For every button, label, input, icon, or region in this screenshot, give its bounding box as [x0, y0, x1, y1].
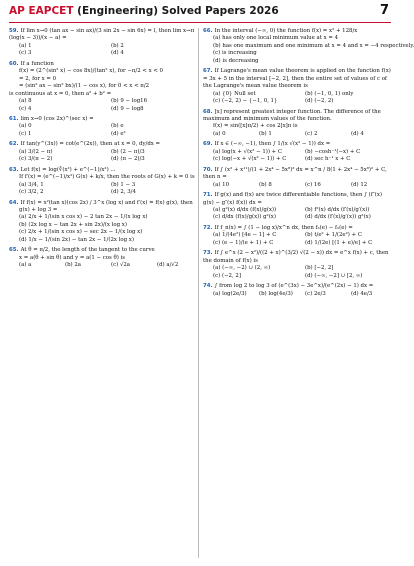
question-number: 69.: [203, 141, 213, 148]
options-list: [9, 182, 199, 197]
question-stem: [203, 250, 393, 265]
question-number: 64.: [9, 199, 19, 206]
question-number: 63.: [9, 166, 19, 173]
question-number: 72.: [203, 224, 213, 231]
question-item: [9, 247, 199, 269]
option-item: (b) −cosh⁻¹(−x) + C: [305, 148, 361, 155]
question-item: [203, 283, 393, 298]
option-item: (c) d/dx (f(x)/g(x)) g²(x): [213, 214, 276, 221]
option-item: (d) 4e/3: [351, 290, 373, 297]
option-item: (d) 2, 3/4: [111, 189, 136, 196]
question-line: f(x) = sin([x]π/2) + cos 2[x]π is: [213, 123, 298, 130]
option-item: (a) (−∞, −2) ∪ (2, ∞): [213, 265, 271, 272]
question-number: 73.: [203, 250, 213, 257]
option-item: (c) (−2, 2) − {−1, 0, 1}: [213, 98, 278, 105]
left-column: [9, 28, 199, 273]
running-title: [9, 5, 279, 17]
option-item: (d) 4: [351, 130, 364, 137]
options-list: [9, 98, 199, 113]
option-item: (c) 2/x + 1/(sin x cos x) − sec 2x − 1/(x log x): [19, 229, 143, 236]
option-item: (c) √2a: [111, 262, 131, 269]
option-item: (c) 16: [305, 181, 321, 188]
options-list: [9, 43, 199, 58]
question-stem: [9, 28, 199, 43]
option-item: (c) (e − 1)/(e + 1) + C: [213, 239, 274, 246]
question-stem: [9, 141, 199, 148]
question-text: If f(x) = x²(tan x)(cos 2x) / 3^x (log x) and f′(x) = f(x) g(x), then: [20, 199, 193, 206]
option-item: (a) 1: [19, 42, 32, 49]
option-item: (c) log(−x + √(x² − 1)) + C: [213, 156, 287, 163]
question-stem: [203, 68, 393, 90]
option-item: (a) 2/x + 1/(sin x cos x) − 2 tan 2x − 1/(x log x): [19, 214, 148, 221]
question-text: At θ = π/2, the length of the tangent to the curve: [20, 247, 155, 254]
question-number: 61.: [9, 115, 19, 122]
question-text: In the interval (−∞, 0) the function f(x) = x² + 128/x: [214, 28, 358, 34]
option-item: (b) 8: [259, 181, 272, 188]
option-item: (a) a: [19, 262, 32, 269]
question-item: [203, 28, 414, 65]
question-number: 60.: [9, 60, 19, 67]
page-header: [0, 0, 400, 24]
option-item: (a) 3/(2 − π): [19, 148, 53, 155]
question-number: 68.: [203, 108, 213, 115]
question-continuation: is continuous at x = 0, then a² + b² =: [9, 90, 112, 97]
question-line: If f′(x) = (e^(−1)/x²) G(x) + k/x, then the roots of G(x) + k = 0 is: [19, 174, 195, 181]
question-item: [203, 225, 393, 247]
option-item: (c) 1: [19, 130, 32, 137]
options-list: [203, 149, 393, 164]
option-item: (d) 9 − log8: [111, 105, 144, 112]
question-item: [9, 200, 199, 245]
question-text: If a function: [20, 60, 54, 67]
options-list: [203, 232, 393, 247]
option-item: (d) (−2, 2): [305, 98, 334, 105]
option-item: (a) g²(x) d/dx (f(x)/g(x)): [213, 206, 277, 213]
option-item: (c) (−2, 2]: [213, 272, 241, 279]
question-stem: [203, 109, 393, 124]
option-item: (b) (−1, 0, 1) only: [305, 90, 354, 97]
question-text: If g(x) and f(x) are twice differentiable functions, then ∫ (f″(x) g(x) − g″(x) f(x)) dx =: [203, 192, 383, 206]
option-item: (d) (π − 2)/3: [111, 156, 145, 163]
subtitle-label: (Engineering) Solved Papers 2026: [77, 5, 279, 17]
question-line: = (sin² ax − sin² bx)/(1 − cos x), for 0 < x < π/2: [19, 83, 150, 90]
option-item: (b) (2x log x − tan 2x + sin 2x)/(x log x): [19, 221, 127, 228]
option-item: (b) f²(x) d/dx (f′(x)/g′(x)): [305, 206, 370, 213]
option-item: (b) has one maximum and one minimum at x = 4 and x = −4 respectively.: [213, 42, 414, 49]
option-item: (c) 2: [305, 130, 318, 137]
question-item: [9, 28, 199, 58]
option-item: (b) 1 − 3: [111, 181, 136, 188]
question-item: [9, 141, 199, 163]
page-number: 7: [379, 3, 389, 18]
option-item: (d) (−∞, −2] ∪ [2, ∞): [305, 272, 363, 279]
question-item: [9, 116, 199, 138]
option-item: (b) 2a: [65, 262, 82, 269]
options-list: [203, 265, 393, 280]
question-stem: [203, 141, 393, 148]
option-item: (a) log(x + √(x² − 1)) + C: [213, 148, 283, 155]
options-list: [203, 207, 393, 222]
option-item: (d) d/dx (f′(x)/g′(x)) g²(x): [305, 214, 371, 221]
option-item: (c) 3/(π − 2): [19, 156, 53, 163]
option-item: (d) sec h⁻¹ x + C: [305, 156, 351, 163]
option-item: (c) 4: [19, 105, 32, 112]
question-text: If ∫ (x² + x¹¹)/(1 + 2x⁴ − 5x⁸)³ dx = x^n / 8(1 + 2x⁴ − 5x⁸)² + C, then n =: [203, 166, 387, 181]
question-number: 65.: [9, 247, 19, 254]
column-divider: [198, 28, 199, 558]
question-stem: [9, 200, 199, 207]
question-item: [203, 192, 393, 222]
question-line: f(x) = (2^(sin² x) − cos 8x)/(tan² x), for −π/2 < x < 0: [19, 68, 163, 75]
options-list: [203, 35, 414, 65]
options-list: [9, 149, 199, 164]
question-stem: [9, 247, 199, 254]
question-item: [203, 109, 393, 139]
question-text: If lim x→0 (tan ax − sin ax)/(3 sin 2x − sin 6x) = l, then lim x→π (log(x − 3))/(x − a) =: [9, 28, 195, 42]
option-item: (a) log(2e/3): [213, 290, 247, 297]
question-text: lim x→0 (cos 2x)^(sec x) =: [20, 115, 94, 122]
question-text: Let f(x) = log(∛(x²) + e^(−1)/x²) ...: [20, 166, 116, 173]
question-number: 74.: [203, 283, 213, 290]
options-list: [203, 91, 393, 106]
option-item: (a) 8: [19, 98, 32, 105]
option-item: (d) 1/x − 1/(sin 2x) − tan 2x − 1/(2x log x): [19, 236, 134, 243]
question-stem: [203, 192, 393, 207]
option-item: (b) 2: [111, 42, 124, 49]
option-item: (a) 0: [19, 123, 32, 130]
question-item: [203, 141, 393, 163]
question-text: If Lagrange's mean value theorem is applied on the function f(x) = 3x + 5 in the interval [−2, 2], then the entire set of values of c of the Lagrange's mean value theorem is: [203, 68, 391, 90]
question-text: [x] represent greatest integer function. The difference of the maximum and minimum values of the function.: [203, 108, 381, 122]
question-number: 67.: [203, 68, 213, 75]
question-stem: [9, 116, 199, 123]
option-item: (d) 4: [111, 50, 124, 57]
option-item: (c) is increasing: [213, 50, 257, 57]
option-item: (d) is decreasing: [213, 57, 259, 64]
option-item: (a) has only one local minimum value at x = 4: [213, 35, 339, 42]
option-item: (c) 3: [19, 50, 32, 57]
question-stem: [203, 167, 393, 182]
option-item: (c) 3/2, 2: [19, 189, 44, 196]
header-rule: [9, 22, 391, 23]
option-item: (a) 1/(4e²) [4e − 1] + C: [213, 232, 277, 239]
option-item: (a) 3/4, 1: [19, 181, 44, 188]
option-item: (d) 1/(2e) [(1 + e)/e] + C: [305, 239, 373, 246]
option-item: (b) [−2, 2]: [305, 265, 334, 272]
question-item: [203, 167, 393, 189]
right-column: [203, 28, 414, 301]
options-list: [203, 131, 393, 138]
question-number: 59.: [9, 28, 19, 34]
question-line: g(x) + log 3 =: [19, 206, 58, 213]
options-list: [9, 262, 199, 269]
question-number: 66.: [203, 28, 213, 34]
question-item: [203, 250, 393, 280]
question-text: If x ∈ (−∞, −1), then ∫ 1/(x √(x² − 1)) dx =: [214, 141, 331, 148]
option-item: (c) 2e/3: [305, 290, 326, 297]
options-list: [9, 123, 199, 138]
question-item: [203, 68, 393, 105]
option-item: (d) 12: [351, 181, 368, 188]
option-item: (b) t/e² + 1/(2e²) + C: [305, 232, 362, 239]
options-list: [203, 291, 393, 298]
option-item: (a) {0} Null set: [213, 90, 256, 97]
question-text: If tan(y^(3x)) = cot(e^(2x)), then at x = 0, dy/dx =: [20, 141, 161, 148]
question-number: 71.: [203, 192, 213, 199]
options-list: [203, 182, 393, 189]
option-item: (b) (2 − π)/3: [111, 148, 145, 155]
option-item: (a) 10: [213, 181, 229, 188]
question-text: ∫ from log 2 to log 3 of (e^(3x) − 3e^x)/(e^(2x) − 1) dx =: [214, 283, 374, 290]
option-item: (b) 1: [259, 130, 272, 137]
option-item: (b) log(4e/3): [259, 290, 293, 297]
options-list: [9, 214, 199, 244]
option-item: (a) 0: [213, 130, 226, 137]
question-line: x = a(θ + sin θ) and y = a(1 − cos θ) is: [19, 254, 126, 261]
question-number: 70.: [203, 166, 213, 173]
question-text: If ∫ e^x (2 − x²)/((2 + x)^(3/2) √(2 − x)) dx = e^x f(x) + c, then the domain of f(x) is: [203, 250, 389, 264]
question-stem: [203, 283, 393, 290]
question-number: 62.: [9, 141, 19, 148]
option-item: (d) a/√2: [157, 262, 179, 269]
brand-label: AP EAPCET: [9, 5, 74, 17]
question-item: [9, 167, 199, 197]
question-text: If f_n(x) = ∫ (1 − log x)/x^n dx, then f₃(e) − f₂(e) =: [214, 224, 353, 231]
option-item: (b) 9 − log16: [111, 98, 148, 105]
question-line: = 2, for x = 0: [19, 75, 57, 82]
question-item: [9, 61, 199, 113]
option-item: (b) e: [111, 123, 124, 130]
option-item: (d) e²: [111, 130, 126, 137]
